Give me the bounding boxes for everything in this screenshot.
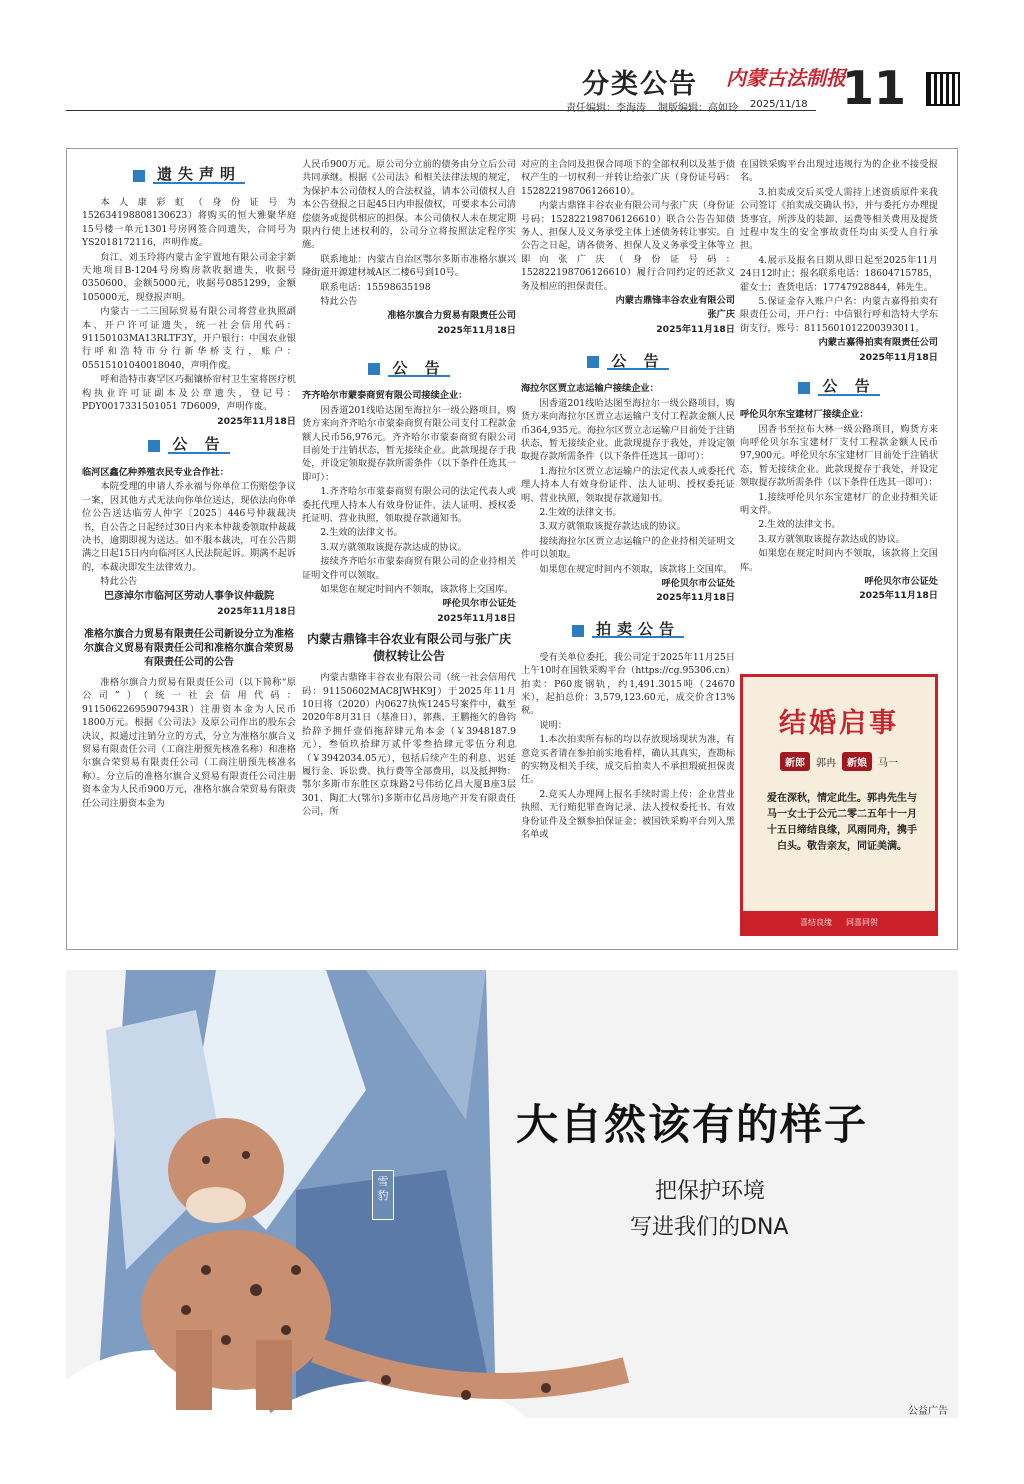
list-item: 如果您在规定时间内不领取，该款将上交国库。 bbox=[740, 548, 938, 573]
notice-heading: 准格尔旗合力贸易有限责任公司新设分立为准格尔旗合义贸易有限责任公司和准格尔旗合荣贸易有限责任公司的公告 bbox=[84, 628, 294, 668]
ad-slogan-line1: 把保护环境 bbox=[655, 1179, 766, 1204]
notice-org: 呼伦贝尔市公证处 bbox=[442, 598, 516, 610]
notice-body: 内蒙古鼎锋丰谷农业有限公司与张广庆（身份证号码：152822198706126610）联合公告告知债务人、担保人及义务承受主体上述债务转让事实。自公告之日起，请各债务、担保人及义务承受主体等立即向张广庆（身份证号码：152822198706126610）履行合同约定的还款义务及相应的担保责任。 bbox=[521, 200, 735, 292]
column-4 bbox=[740, 158, 938, 604]
notice-recipient: 临河区鑫亿种养殖农民专业合作社： bbox=[82, 466, 229, 478]
page-number: 11 bbox=[842, 61, 907, 115]
editor: 责任编辑：李海涛 bbox=[566, 103, 646, 114]
list-item: 3.双方就领取该提存款达成的协议。 bbox=[320, 541, 467, 553]
notice-date: 2025年11月18日 bbox=[437, 612, 516, 624]
bride-tag: 新娘 bbox=[842, 752, 872, 771]
notice-date: 2025年11月18日 bbox=[217, 415, 296, 427]
notice-org: 张广庆 bbox=[707, 309, 735, 321]
list-item: 1.齐齐哈尔市蒙泰商贸有限公司的法定代表人或委托代理人持本人有效身份证件、法人证明、授权委托证明、营业执照，领取提存款通知书。 bbox=[302, 486, 516, 524]
list-item: 接续齐齐哈尔市蒙泰商贸有限公司的企业持相关证明文件可以领取。 bbox=[302, 556, 516, 581]
footer-text: 同喜同贺 bbox=[846, 917, 878, 927]
notice-org: 内蒙古鼎锋丰谷农业有限公司 bbox=[615, 295, 735, 307]
couple-names bbox=[743, 752, 935, 771]
notice-body: 在国铁采购平台出现过违规行为的企业不接受报名。 bbox=[740, 159, 938, 184]
lost-item: 呼和浩特市赛罕区巧掘镶桥帘村卫生室将医疗机构执业许可证副本及公章遗失，登记号：PDY0017331501051 7D6009，声明作废。 bbox=[82, 374, 296, 413]
snow-leopard-illustration bbox=[66, 970, 958, 1418]
list-item: 1.本次拍卖所有标的均以存放现场现状为准，有意竞买者请在参拍前实地看样，确认其真实，查勘标的实物及相关手续，成交后拍卖人不承担瑕疵担保责任。 bbox=[521, 734, 735, 786]
ad-title: 大自然该有的样子 bbox=[516, 1100, 869, 1149]
list-item: 3.拍卖成交后买受人需持上述资质原件来我公司签订《拍卖成交确认书》，并与委托方办理提货事宜，所涉及的装卸、运费等相关费用及提货过程中发生的安全事故责任均由买受人自行承担。 bbox=[740, 186, 938, 252]
notice-date: 2025年11月18日 bbox=[437, 324, 516, 336]
list-item: 如果您在规定时间内不领取，该款将上交国库。 bbox=[539, 563, 733, 575]
square-icon bbox=[572, 625, 584, 637]
header-meta bbox=[566, 99, 808, 114]
footer-text: 喜结良缘 bbox=[800, 917, 832, 927]
groom-name: 郭冉 bbox=[816, 758, 836, 769]
notice-recipient: 齐齐哈尔市蒙泰商贸有限公司接续企业： bbox=[302, 390, 468, 402]
list-item: 接续海拉尔区贾立志运输户的企业持相关证明文件可以领取。 bbox=[521, 535, 735, 561]
wedding-text: 爱在深秋，情定此生。郭冉先生与马一女士于公元二零二五年十一月十五日缔结良缘，风雨同舟，携手白头。敬告亲友，同证美满。 bbox=[767, 793, 917, 852]
notice-recipient: 呼伦贝尔东宝建材厂接续企业： bbox=[740, 409, 869, 421]
notice-date: 2025年11月18日 bbox=[656, 592, 735, 604]
notice-date: 2025年11月18日 bbox=[859, 351, 938, 363]
column-3 bbox=[521, 158, 735, 842]
notice-org: 呼伦贝尔市公证处 bbox=[864, 575, 938, 587]
notice-org: 呼伦贝尔市公证处 bbox=[661, 577, 735, 589]
notice-org: 内蒙古嘉得拍卖有限责任公司 bbox=[818, 337, 938, 349]
section-heading: 公 告 bbox=[740, 376, 938, 400]
lost-item: 内蒙古一二三国际贸易有限公司将营业执照副本、开户许可证遗失，统一社会信用代码：91150103MA13RLTF3Y，开户银行：中国农业银行呼和浩特市分行新华桥支行，账户：05515101040018040，声明作废。 bbox=[82, 306, 296, 371]
notice-date: 2025年11月18日 bbox=[217, 605, 296, 617]
square-icon bbox=[368, 363, 380, 375]
list-item: 3.双方就领取该提存款达成的协议。 bbox=[758, 533, 905, 545]
list-item: 1.海拉尔区贾立志运输户的法定代表人或委托代理人持本人有效身份证件、法人证明、授权委托证明、营业执照，领取提存款通知书。 bbox=[521, 465, 735, 504]
lost-item: 本人康彩虹（身份证号为152634198808130623）将购买的恒大雅聚华庭15号楼一单元1301号房网签合同遗失，合同号为YS2018172116，声明作废。 bbox=[82, 197, 296, 249]
section-heading: 公 告 bbox=[521, 350, 735, 374]
groom-tag: 新郎 bbox=[780, 752, 810, 771]
square-icon bbox=[798, 382, 810, 394]
species-tag: 雪豹 bbox=[372, 1170, 394, 1220]
notice-body: 本院受理的申请人乔永福与你单位工伤赔偿争议一案，因其他方式无法向你单位送达，现依法向你单位公告送达临劳人仲字〔2025〕446号仲裁裁决书，自公告之日起经过30日内来本仲裁委领取仲裁裁决书，逾期即视为送达。如不服本裁决，可在公告期满之日起15日内向临河区人民法院起诉。期满不起诉的，本裁决即发生法律效力。 bbox=[82, 481, 296, 573]
notice-body: 对应的主合同及担保合同项下的全部权利以及基于债权产生的一切权利一并转让给张广庆（身份证号码：152822198706126610）。 bbox=[521, 159, 735, 197]
notice-recipient: 海拉尔区贾立志运输户接续企业： bbox=[521, 383, 659, 395]
notice-date: 2025年11月18日 bbox=[656, 323, 735, 335]
list-item: 3.双方就领取该提存款达成的协议。 bbox=[539, 521, 686, 533]
contact-address: 联系地址：内蒙古自治区鄂尔多斯市准格尔旗兴隆街道开源建材城A区二楼6号到10号。 bbox=[302, 253, 516, 279]
newspaper-logo: 内蒙古法制报 bbox=[726, 66, 846, 90]
notice-body: 因香道201线哈达图至海拉尔一级公路项目，购货方来向海拉尔区贾立志运输户支付工程款金额人民币364,935元。海拉尔区贾立志运输户目前处于注销状态，暂无接续企业。此款现提存于我处，并设定领取提存款所需条件（以下条件任选其一即可）： bbox=[521, 397, 735, 463]
ad-label: 公益广告 bbox=[908, 1406, 948, 1417]
qr-code-icon bbox=[926, 72, 960, 106]
notice-org: 巴彦淖尔市临河区劳动人事争议仲裁院 bbox=[104, 590, 274, 602]
notice-body: 准格尔旗合力贸易有限责任公司（以下简称“原公司”）（统一社会信用代码：91150622695907943R）注册资本金为人民币1800万元。根据《公司法》及原公司作出的股东会决议，拟通过注销分立的方式，分立为准格尔旗合义贸易有限责任公司（工商注册预先核准名称）和准格尔旗合荣贸易有限责任公司（工商注册预先核准名称）。分立后的准格尔旗合义贸易有限责任公司注册资本金为人民币900万元，准格尔旗合荣贸易有限责任公司注册资本金为 bbox=[82, 676, 296, 809]
section-heading: 公 告 bbox=[302, 357, 516, 381]
issue-date: 2025/11/18 bbox=[750, 99, 808, 110]
square-icon bbox=[148, 440, 160, 452]
notice-body: 因香书至拉布大林一级公路项目，购货方来向呼伦贝尔东宝建材厂支付工程款金额人民币97,900元。呼伦贝尔东宝建材厂目前处于注销状态，暂无接续企业。此款现提存于我处，并设定领取提存款所需条件（以下条件任选其一即可）： bbox=[740, 423, 938, 489]
list-item: 5.保证金存入账户户名：内蒙古嘉得拍卖有限责任公司，开户行：中信银行呼和浩特大学东街支行，账号：8115601012200393011。 bbox=[740, 296, 938, 334]
explain-label: 说明： bbox=[539, 719, 567, 731]
notice-closing: 特此公告 bbox=[100, 576, 138, 588]
notice-body: 内蒙古鼎锋丰谷农业有限公司（统一社会信用代码：91150602MAC8JWHK9J）于2025年11月10日将（2020）内0627执恢1245号案件中，截至2020年8月31日（基准日），郭燕、王鹏拖欠的鲁钧拾辞予拥仟壹佰拖辞肆元角本金（￥3948187.9元），叁佰玖拾肆万贰仟零叁拾肆元零伍分利息（￥3942034.05元），包括后续产生的利息、迟延履行金、诉讼费、执行费等全部费用，以及抵押物：鄂尔多斯市东胜区京珠路2号伟纺亿昌大厦B座3层301、陶汇大(鄂尔)多斯市亿昌房地产开发有限责任公司，所 bbox=[302, 672, 516, 818]
notice-date: 2025年11月18日 bbox=[859, 590, 938, 602]
ad-slogan-line2: 写进我们的DNA bbox=[630, 1215, 789, 1240]
list-item: 4.展示及报名日期从即日起至2025年11月24日12时止；报名联系电话：18604715785，霍女士；查货电话：17747928844，韩先生。 bbox=[740, 254, 938, 293]
column-2 bbox=[302, 158, 516, 820]
notice-closing: 特此公告 bbox=[320, 296, 358, 308]
list-item: 2.竞买人办理网上报名手续时需上传：企业营业执照、无行贿犯罪查询记录、法人授权委托书、有效身份证件及全额参拍保证金；被国铁采购平台列入黑名单或 bbox=[521, 788, 735, 841]
contact-phone: 联系电话：15598635198 bbox=[320, 281, 431, 293]
wedding-footer bbox=[743, 911, 935, 933]
notice-body: 因香道201线哈达图至海拉尔一级公路项目，购货方来向齐齐哈尔市蒙泰商贸有限公司支付工程款金额人民币56,976元。齐齐哈尔市蒙泰商贸有限公司目前处于注销状态，暂无接续企业。此款现提存于我处，并设定领取提存款所需条件（以下条件任选其一即可）： bbox=[302, 404, 516, 483]
section-heading: 遗失声明 bbox=[82, 164, 296, 188]
list-item: 2.生效的法律文书。 bbox=[320, 527, 403, 539]
wedding-title: 结婚启事 bbox=[779, 708, 899, 739]
list-item: 2.生效的法律文书。 bbox=[758, 519, 841, 531]
list-item: 1.接续呼伦贝尔东宝建材厂的企业持相关证明文件。 bbox=[740, 491, 938, 516]
public-service-ad bbox=[66, 970, 958, 1418]
square-icon bbox=[587, 356, 599, 368]
section-heading: 公 告 bbox=[82, 434, 296, 458]
section-heading: 拍卖公告 bbox=[521, 619, 735, 643]
header-rule bbox=[66, 110, 816, 111]
square-icon bbox=[133, 170, 145, 182]
wedding-announcement bbox=[740, 674, 938, 936]
notice-body: 人民币900万元。原公司分立前的债务由分立后公司共同承继。根据《公司法》和相关法律法规的规定，为保护本公司债权人的合法权益，请本公司债权人自本公告登报之日起45日内申报债权，可要求本公司清偿债务或提供相应的担保。本公司债权人未在规定期限内行使上述权利的，公司分立将按照法定程序实施。 bbox=[302, 159, 516, 251]
section-title: 分类公告 bbox=[582, 69, 698, 100]
list-item: 2.生效的法律文书。 bbox=[539, 506, 622, 518]
notice-org: 准格尔旗合力贸易有限责任公司 bbox=[387, 310, 516, 322]
bride-name: 马一 bbox=[878, 758, 898, 769]
list-item: 如果您在规定时间内不领取，该款将上交国库。 bbox=[320, 583, 514, 595]
notice-heading: 内蒙古鼎锋丰谷农业有限公司与张广庆债权转让公告 bbox=[306, 632, 511, 664]
column-1 bbox=[82, 158, 296, 811]
notice-body: 受有关单位委托，我公司定于2025年11月25日上午10时在国铁采购平台（https://cg.95306.cn）拍卖：P60废钢轨，约1,491.3015吨（24670米），起拍总价：3,579,123.60元，成交价含13%税。 bbox=[521, 651, 735, 717]
layout-editor: 制版编辑：高如玲 bbox=[658, 103, 738, 114]
lost-item: 贠江、刘玉玲将内蒙古金宇置地有限公司金宇新天地项目B-1204号房购房款收据遗失，收据号0350600，金额5000元，收据号0851299，金额105000元，现登报声明。 bbox=[82, 251, 296, 303]
